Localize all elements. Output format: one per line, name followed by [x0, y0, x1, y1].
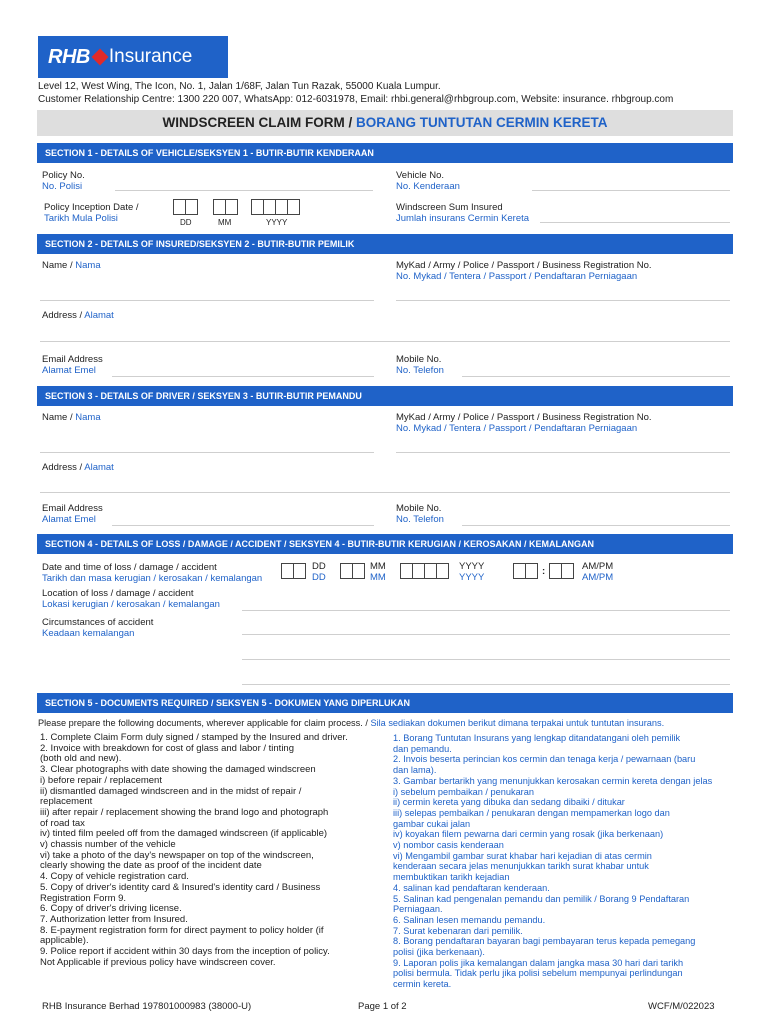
- circumstances-line-2[interactable]: [242, 659, 730, 660]
- insured-address-label-en: Address /: [42, 310, 85, 321]
- document-item: polisi bermula. Tidak perlu jika polisi sebelum mempunyai perlindungan: [393, 968, 683, 979]
- driver-mobile-label-bm: No. Telefon: [396, 514, 444, 525]
- document-item: applicable).: [40, 935, 89, 947]
- time-colon: :: [542, 566, 546, 577]
- document-item: Registration Form 9.: [40, 892, 127, 904]
- document-item: 6. Copy of driver's driving license.: [40, 903, 182, 915]
- driver-address-label: [42, 462, 114, 473]
- document-item: Not Applicable if previous policy have windscreen cover.: [40, 956, 276, 968]
- insured-mobile-label-en: Mobile No.: [396, 354, 442, 365]
- driver-name-label: [42, 412, 101, 423]
- insured-name-label-bm: Nama: [75, 260, 101, 271]
- driver-mobile-field[interactable]: [462, 525, 730, 526]
- company-address: [38, 80, 673, 106]
- footer-company: RHB Insurance Berhad 197801000983 (38000-U): [42, 1001, 252, 1012]
- section-4-header: SECTION 4 - DETAILS OF LOSS / DAMAGE / ACCIDENT / SEKSYEN 4 - BUTIR-BUTIR KERUGIAN / KEROSAKAN / KEMALANGAN: [37, 534, 733, 554]
- policy-no-label: [42, 170, 85, 192]
- sum-insured-label-bm: Jumlah insurans Cermin Kereta: [396, 213, 530, 224]
- footer-page-number: Page 1 of 2: [358, 1001, 407, 1012]
- document-item: vi) take a photo of the day's newspaper on top of the windscreen,: [40, 849, 314, 861]
- policy-no-label-en: Policy No.: [42, 170, 85, 181]
- section-2-header: SECTION 2 - DETAILS OF INSURED/SEKSYEN 2 - BUTIR-BUTIR PEMILIK: [37, 234, 733, 254]
- insured-address-label-bm: Alamat: [84, 310, 114, 321]
- circumstances-line-3[interactable]: [242, 684, 730, 685]
- document-item: 8. E-payment registration form for direct payment to policy holder (if: [40, 924, 324, 936]
- driver-name-label-en: Name /: [42, 412, 76, 423]
- inception-yyyy-hint: YYYY: [266, 218, 288, 227]
- document-item: ii) dismantled damaged windscreen and in the midst of repair /: [40, 785, 302, 797]
- loss-year-boxes[interactable]: [400, 563, 449, 579]
- insured-name-field[interactable]: [40, 300, 374, 301]
- document-item: v) nombor casis kenderaan: [393, 840, 504, 851]
- document-item: 7. Authorization letter from Insured.: [40, 913, 188, 925]
- document-item: iv) tinted film peeled off from the damaged windscreen (if applicable): [40, 828, 328, 840]
- loss-yyyy-hint-en: YYYY: [459, 561, 485, 572]
- document-item: dan lama).: [393, 765, 437, 776]
- insured-address-label: [42, 310, 114, 321]
- driver-email-label-bm: Alamat Emel: [42, 514, 96, 525]
- document-item: polisi (jika berkenaan).: [393, 947, 485, 958]
- driver-mobile-label: [396, 503, 444, 525]
- inception-day-boxes[interactable]: [173, 199, 198, 215]
- document-item: Perniagaan.: [393, 904, 443, 915]
- vehicle-no-field[interactable]: [532, 190, 730, 191]
- loss-yyyy-hint: [459, 561, 484, 583]
- loss-yyyy-hint-bm: YYYY: [459, 572, 485, 583]
- document-item: v) chassis number of the vehicle: [40, 839, 176, 851]
- document-item: (both old and new).: [40, 753, 122, 765]
- document-item: iv) koyakan filem pewarna dari cermin yang rosak (jika berkenaan): [393, 829, 664, 840]
- driver-name-label-bm: Nama: [75, 412, 101, 423]
- document-item: 7. Surat kebenaran dari pemilik.: [393, 925, 523, 936]
- address-line-2: Customer Relationship Centre: 1300 220 007, WhatsApp: 012-6031978, Email: rhbi.general@rhbgroup.com, Website: insurance. rhbgroup.com: [38, 94, 674, 105]
- form-title-en: WINDSCREEN CLAIM FORM /: [162, 115, 356, 130]
- document-item: 1. Borang Tuntutan Insurans yang lengkap ditandatangani oleh pemilik: [393, 733, 681, 743]
- loss-hour-boxes[interactable]: [513, 563, 538, 579]
- insured-name-label: [42, 260, 101, 271]
- driver-name-field[interactable]: [40, 452, 374, 453]
- section-5-header: SECTION 5 - DOCUMENTS REQUIRED / SEKSYEN 5 - DOKUMEN YANG DIPERLUKAN: [37, 693, 733, 713]
- circumstances-label: [42, 617, 153, 639]
- sum-insured-field[interactable]: [540, 222, 730, 223]
- insured-email-label-en: Email Address: [42, 354, 103, 365]
- document-item: vi) Mengambil gambar surat khabar hari kejadian di atas cermin: [393, 850, 652, 861]
- loss-dd-hint: [312, 561, 326, 583]
- driver-id-label: [396, 412, 652, 434]
- driver-address-label-bm: Alamat: [84, 462, 114, 473]
- section-1-header: SECTION 1 - DETAILS OF VEHICLE/SEKSYEN 1 - BUTIR-BUTIR KENDERAAN: [37, 143, 733, 163]
- circumstances-label-en: Circumstances of accident: [42, 617, 154, 628]
- footer-form-code: WCF/M/022023: [648, 1001, 715, 1012]
- document-item: 6. Salinan lesen memandu pemandu.: [393, 914, 546, 925]
- sum-insured-label: [396, 202, 529, 224]
- address-line-1: Level 12, West Wing, The Icon, No. 1, Jalan 1/68F, Jalan Tun Razak, 55000 Kuala Lumpur.: [38, 81, 441, 92]
- loss-dd-hint-bm: DD: [312, 572, 326, 583]
- document-item: 8. Borang pendaftaran bayaran bagi pembayaran terus kepada pemegang: [393, 936, 696, 947]
- inception-year-boxes[interactable]: [251, 199, 300, 215]
- document-item: ii) cermin kereta yang dibuka dan sedang dibaiki / ditukar: [393, 797, 625, 808]
- insured-address-field[interactable]: [40, 341, 730, 342]
- insured-email-label-bm: Alamat Emel: [42, 365, 96, 376]
- documents-list-bm: [393, 733, 712, 990]
- vehicle-no-label-en: Vehicle No.: [396, 170, 445, 181]
- section-3-header: SECTION 3 - DETAILS OF DRIVER / SEKSYEN 3 - BUTIR-BUTIR PEMANDU: [37, 386, 733, 406]
- document-item: membuktikan tarikh kejadian: [393, 872, 510, 883]
- logo-insurance-text: Insurance: [108, 46, 193, 67]
- driver-mobile-label-en: Mobile No.: [396, 503, 442, 514]
- document-item: gambar cukai jalan: [393, 818, 471, 829]
- insured-id-label: [396, 260, 652, 282]
- document-item: i) before repair / replacement: [40, 774, 162, 786]
- document-item: 5. Salinan kad pengenalan pemandu dan pemilik / Borang 9 Pendaftaran: [393, 893, 690, 904]
- insured-id-label-en: MyKad / Army / Police / Passport / Business Registration No.: [396, 260, 652, 271]
- document-item: 2. Invoice with breakdown for cost of glass and labor / tinting: [40, 742, 294, 754]
- insured-name-label-en: Name /: [42, 260, 76, 271]
- driver-email-label: [42, 503, 103, 525]
- document-item: 5. Copy of driver's identity card & Insured's identity card / Business: [40, 881, 321, 893]
- loss-mm-hint-bm: MM: [370, 572, 386, 583]
- documents-intro: [38, 718, 664, 728]
- sum-insured-label-en: Windscreen Sum Insured: [396, 202, 503, 213]
- loss-location-field[interactable]: [242, 610, 730, 611]
- document-item: 4. salinan kad pendaftaran kenderaan.: [393, 882, 550, 893]
- logo-rhb-text: RHB: [48, 45, 90, 68]
- driver-address-label-en: Address /: [42, 462, 85, 473]
- loss-mm-hint-en: MM: [370, 561, 386, 572]
- documents-intro-en: Please prepare the following documents, wherever applicable for claim process. /: [38, 718, 371, 728]
- document-item: iii) selepas pembaikan / penukaran dengan mempamerkan logo dan: [393, 807, 670, 818]
- loss-location-label: [42, 588, 220, 610]
- insured-id-label-bm: No. Mykad / Tentera / Passport / Pendaftaran Perniagaan: [396, 271, 638, 282]
- loss-mm-hint: [370, 561, 386, 583]
- circumstances-line-1[interactable]: [242, 634, 730, 635]
- insured-id-field[interactable]: [396, 300, 730, 301]
- document-item: of road tax: [40, 817, 85, 829]
- document-item: dan pemandu.: [393, 743, 452, 754]
- loss-location-label-bm: Lokasi kerugian / kerosakan / kemalangan: [42, 599, 220, 610]
- document-item: 3. Gambar bertarikh yang menunjukkan kerosakan cermin kereta dengan jelas: [393, 775, 713, 786]
- documents-list-en: [40, 733, 348, 968]
- driver-email-label-en: Email Address: [42, 503, 103, 514]
- insured-email-label: [42, 354, 103, 376]
- form-title: [37, 110, 733, 136]
- inception-month-boxes[interactable]: [213, 199, 238, 215]
- document-item: 2. Invois beserta perincian kos cermin dan tenaga kerja / pewarnaan (baru: [393, 754, 696, 765]
- loss-month-boxes[interactable]: [340, 563, 365, 579]
- loss-ampm-hint: [582, 561, 613, 583]
- vehicle-no-label-bm: No. Kenderaan: [396, 181, 460, 192]
- inception-dd-hint: DD: [180, 218, 192, 227]
- vehicle-no-label: [396, 170, 460, 192]
- loss-dd-hint-en: DD: [312, 561, 326, 572]
- inception-mm-hint: MM: [218, 218, 232, 227]
- driver-id-label-en: MyKad / Army / Police / Passport / Business Registration No.: [396, 412, 652, 423]
- documents-intro-bm: Sila sediakan dokumen berikut dimana terpakai untuk tuntutan insurans.: [370, 718, 665, 728]
- loss-minute-boxes[interactable]: [549, 563, 574, 579]
- document-item: 9. Laporan polis jika kemalangan dalam jangka masa 30 hari dari tarikh: [393, 957, 684, 968]
- document-item: clearly showing the date as proof of the incident date: [40, 860, 262, 872]
- loss-ampm-hint-bm: AM/PM: [582, 572, 614, 583]
- policy-no-label-bm: No. Polisi: [42, 181, 83, 192]
- document-item: replacement: [40, 796, 93, 808]
- inception-date-label-en: Policy Inception Date /: [44, 202, 139, 213]
- loss-location-label-en: Location of loss / damage / accident: [42, 588, 194, 599]
- insured-email-field[interactable]: [112, 376, 374, 377]
- circumstances-label-bm: Keadaan kemalangan: [42, 628, 135, 639]
- driver-address-field[interactable]: [40, 492, 730, 493]
- form-title-bm: BORANG TUNTUTAN CERMIN KERETA: [356, 115, 608, 130]
- document-item: 3. Clear photographs with date showing the damaged windscreen: [40, 764, 316, 776]
- driver-email-field[interactable]: [112, 525, 374, 526]
- loss-date-label-en: Date and time of loss / damage / accident: [42, 562, 217, 573]
- document-item: i) sebelum pembaikan / penukaran: [393, 786, 534, 797]
- inception-date-label: [44, 202, 139, 224]
- document-item: iii) after repair / replacement showing the brand logo and photograph: [40, 806, 329, 818]
- document-item: cermin kereta.: [393, 979, 452, 990]
- document-item: kenderaan secara jelas menunjukkan tarikh surat khabar untuk: [393, 861, 649, 872]
- rhb-insurance-logo: [38, 36, 228, 78]
- driver-id-label-bm: No. Mykad / Tentera / Passport / Pendaftaran Perniagaan: [396, 423, 638, 434]
- inception-date-label-bm: Tarikh Mula Polisi: [44, 213, 118, 224]
- document-item: 9. Police report if accident within 30 days from the inception of policy.: [40, 946, 330, 958]
- document-item: 1. Complete Claim Form duly signed / stamped by the Insured and driver.: [40, 732, 348, 743]
- insured-mobile-label-bm: No. Telefon: [396, 365, 444, 376]
- loss-date-label: [42, 562, 262, 584]
- logo-diamond-icon: [91, 49, 108, 66]
- policy-no-field[interactable]: [115, 190, 373, 191]
- loss-date-label-bm: Tarikh dan masa kerugian / kerosakan / kemalangan: [42, 573, 263, 584]
- document-item: 4. Copy of vehicle registration card.: [40, 871, 189, 883]
- loss-day-boxes[interactable]: [281, 563, 306, 579]
- insured-mobile-field[interactable]: [462, 376, 730, 377]
- loss-ampm-hint-en: AM/PM: [582, 561, 614, 572]
- insured-mobile-label: [396, 354, 444, 376]
- driver-id-field[interactable]: [396, 452, 730, 453]
